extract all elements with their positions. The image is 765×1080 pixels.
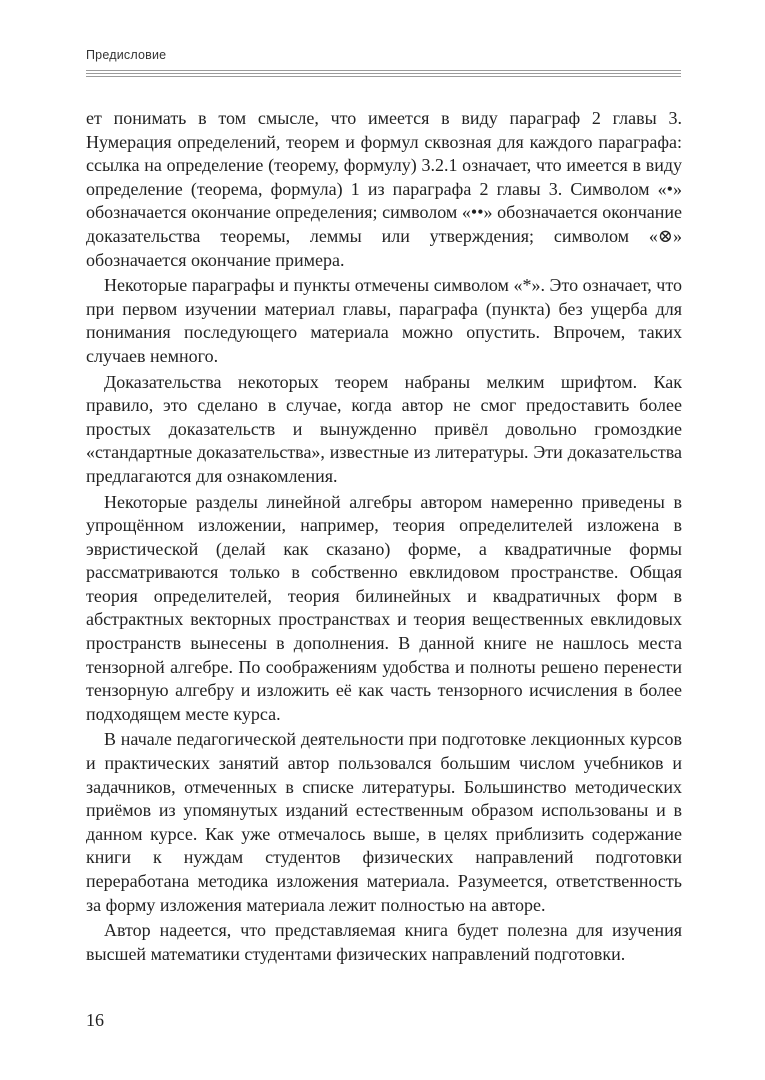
- page-body: [86, 107, 682, 968]
- header-rule: [86, 70, 681, 79]
- paragraph-simplified-topics: Некоторые разделы линейной алгебры автором намеренно приведены в упрощённом изложении, например, теория определителей изложена в эвристической (делай как сказано) форме, а квадратичные формы рассматриваются только в собственно евклидовом пространстве. Общая теория определителей, теория билинейных и квадратичных форм в абстрактных векторных пространствах и теория вещественных евклидовых пространств вынесены в дополнения. В данной книге не нашлось места тензорной алгебре. По соображениям удобства и полноты решено перенести тензорную алгебру и изложить её как часть тензорного исчисления в более подходящем месте курса.: [86, 491, 682, 724]
- running-title: Предисловие: [86, 48, 167, 62]
- paragraph-sources: В начале педагогической деятельности при подготовке лекционных курсов и практических занятий автор пользовался большим числом учебников и задачников, отмеченных в списке литературы. Большинство методических приёмов из упомянутых изданий естественным образом использованы и в данном курсе. Как уже отмечалось выше, в целях приблизить содержание книги к нуждам студентов физических направлений подготовки переработана методика изложения материала. Разумеется, ответственность за форму изложения материала лежит полностью на авторе.: [86, 729, 682, 915]
- page-number: 16: [86, 1010, 104, 1030]
- paragraph-continuation: ет понимать в том смысле, что имеется в виду параграф 2 главы 3. Нумерация определений, теорем и формул сквозная для каждого параграфа: ссылка на определение (теорему, формулу) 3.2.1 означает, что имеется в виду определение (теорема, формула) 1 из параграфа 2 главы 3. Символом «•» обозначается окончание определения; символом «••» обозначается окончание доказательства теоремы, леммы или утверждения; символом «⊗» обозначается окончание примера.: [86, 108, 682, 270]
- paragraph-small-print-proofs: Доказательства некоторых теорем набраны мелким шрифтом. Как правило, это сделано в случае, когда автор не смог предоставить более простых доказательств и вынужденно привёл довольно громоздкие «стандартные доказательства», известные из литературы. Эти доказательства предлагаются для ознакомления.: [86, 371, 682, 486]
- paragraph-marked-sections: Некоторые параграфы и пункты отмечены символом «*». Это означает, что при первом изучении материал главы, параграфа (пункта) без ущерба для понимания последующего материала можно опустить. Впрочем, таких случаев немного.: [86, 275, 682, 366]
- paragraph-closing: Автор надеется, что представляемая книга будет полезна для изучения высшей математики студентами физических направлений подготовки.: [86, 920, 682, 964]
